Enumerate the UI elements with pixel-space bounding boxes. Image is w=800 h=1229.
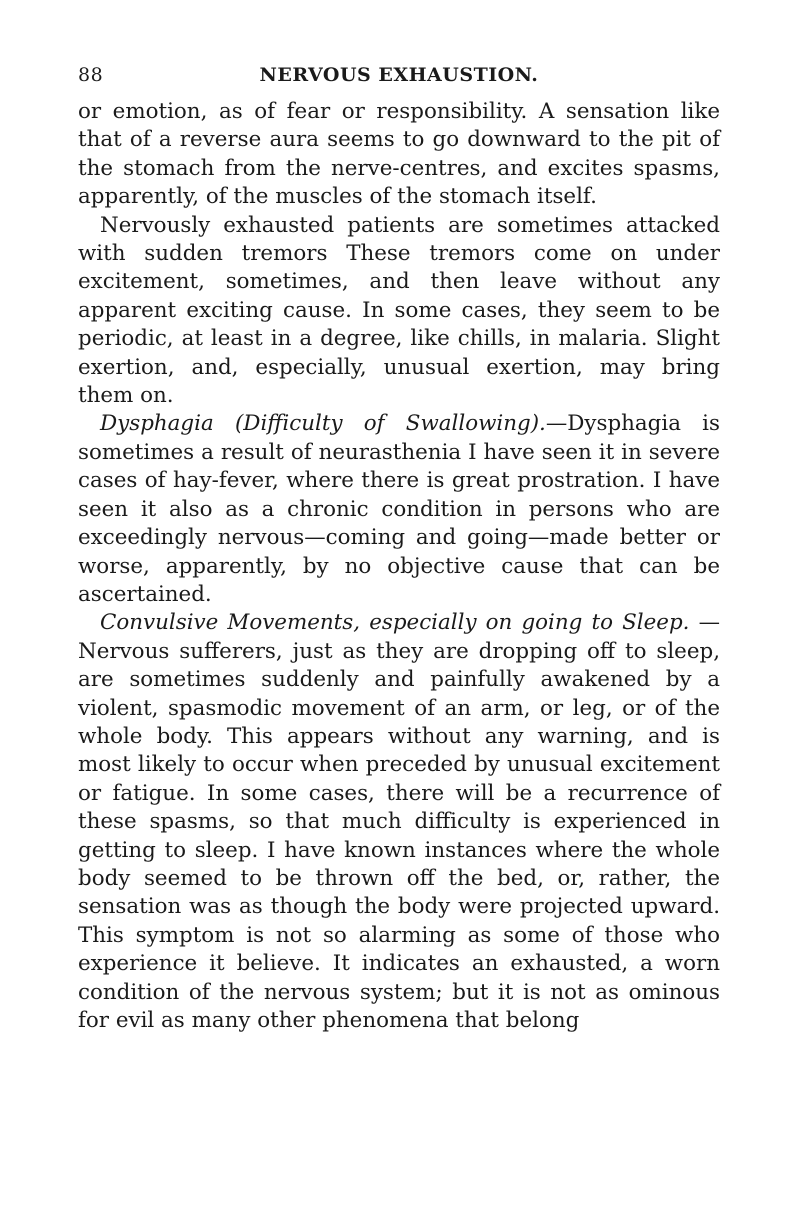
section-heading-convulsive-movements: Convulsive Movements, especially on going to Sleep.	[100, 610, 690, 636]
page-number: 88	[78, 64, 104, 86]
paragraph-dysphagia	[78, 410, 720, 609]
paragraph-continuation	[78, 98, 720, 212]
running-head	[78, 60, 720, 90]
paragraph-text: —Nervous sufferers, just as they are dropping off to sleep, are sometimes suddenly and painfully awakened by a violent, spasmodic movement of an arm, or leg, or of the whole body. This appears without any warning, and is most likely to occur when preceded by unusual excitement or fatigue. In some cases, there will be a recurrence of these spasms, so that much difficulty is experienced in getting to sleep. I have known instances where the whole body seemed to be thrown off the bed, or, rather, the sensation was as though the body were projected upward. This symptom is not so alarming as some of those who experience it believe. It indicates an exhausted, a worn condition of the nervous system; but it is not as ominous for evil as many other phenomena that belong	[78, 610, 720, 1033]
paragraph-text: —Dysphagia is sometimes a result of neurasthenia I have seen it in severe cases of hay-fever, where there is great prostration. I have seen it also as a chronic condition in persons who are exceedingly nervous—coming and going—made better or worse, apparently, by no objective cause that can be ascertained.	[78, 411, 720, 607]
running-title: NERVOUS EXHAUSTION.	[259, 64, 539, 86]
book-page	[78, 60, 720, 1035]
paragraph-convulsive-movements	[78, 609, 720, 1035]
paragraph-text: or emotion, as of fear or responsibility. A sensation like that of a reverse aura seems to go downward to the pit of the stomach from the nerve-centres, and excites spasms, apparently, of the muscles of the stomach itself.	[78, 99, 720, 210]
section-heading-dysphagia: Dysphagia (Difficulty of Swallowing).	[100, 411, 546, 437]
paragraph-tremors	[78, 212, 720, 411]
paragraph-text: Nervously exhausted patients are sometimes attacked with sudden tremors These tremors come on under excitement, sometimes, and then leave without any apparent exciting cause. In some cases, they seem to be periodic, at least in a degree, like chills, in malaria. Slight exertion, and, especially, unusual exertion, may bring them on.	[78, 212, 720, 409]
body-text	[78, 98, 720, 1035]
